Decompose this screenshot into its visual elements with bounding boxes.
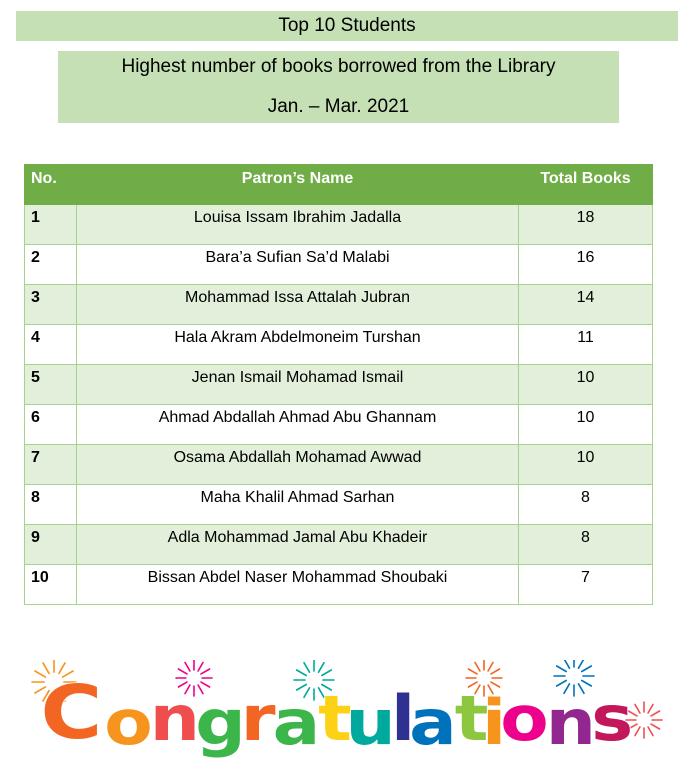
table-header-row <box>25 165 653 205</box>
patron-name: Osama Abdallah Mohamad Awwad <box>77 445 519 485</box>
patron-name: Ahmad Abdallah Ahmad Abu Ghannam <box>77 405 519 445</box>
patron-name: Bara’a Sufian Sa’d Malabi <box>77 245 519 285</box>
congratulations-letter: a <box>272 686 321 759</box>
row-number: 9 <box>25 525 77 565</box>
total-books: 14 <box>519 285 653 325</box>
patron-name: Hala Akram Abdelmoneim Turshan <box>77 325 519 365</box>
congratulations-letter: n <box>545 686 596 759</box>
congratulations-letter: a <box>409 686 457 759</box>
row-number: 6 <box>25 405 77 445</box>
congratulations-letter: t <box>454 682 489 755</box>
row-number: 8 <box>25 485 77 525</box>
subtitle-line-2: Jan. – Mar. 2021 <box>267 96 410 117</box>
table-row <box>25 485 653 525</box>
row-number: 10 <box>25 565 77 605</box>
congratulations-letter: r <box>240 682 276 755</box>
patron-name: Maha Khalil Ahmad Sarhan <box>77 485 519 525</box>
congratulations-letter: o <box>104 686 153 759</box>
congratulations-letter: t <box>318 682 352 755</box>
patron-name: Mohammad Issa Attalah Jubran <box>77 285 519 325</box>
row-number: 1 <box>25 205 77 245</box>
row-number: 3 <box>25 285 77 325</box>
table-row <box>25 565 653 605</box>
congratulations-letter: s <box>591 682 634 755</box>
patron-name: Jenan Ismail Mohamad Ismail <box>77 365 519 405</box>
column-header-no: No. <box>25 165 77 205</box>
patron-name: Adla Mohammad Jamal Abu Khadeir <box>77 525 519 565</box>
page-title: Top 10 Students <box>16 11 678 41</box>
table-row <box>25 205 653 245</box>
patron-name: Louisa Issam Ibrahim Jadalla <box>77 205 519 245</box>
congratulations-letter: l <box>390 682 416 755</box>
table-row <box>25 445 653 485</box>
total-books: 16 <box>519 245 653 285</box>
congratulations-letter: g <box>195 686 246 759</box>
patron-name: Bissan Abdel Naser Mohammad Shoubaki <box>77 565 519 605</box>
congratulations-letters <box>40 669 633 759</box>
total-books: 10 <box>519 445 653 485</box>
subtitle-box <box>58 51 619 123</box>
total-books: 18 <box>519 205 653 245</box>
congratulations-letter: C <box>40 668 103 756</box>
total-books: 10 <box>519 405 653 445</box>
table-row <box>25 245 653 285</box>
table-row <box>25 365 653 405</box>
congratulations-letter: i <box>482 686 507 759</box>
top-students-table <box>24 164 653 605</box>
table-row <box>25 405 653 445</box>
congratulations-letter: u <box>345 686 396 759</box>
table-row <box>25 325 653 365</box>
column-header-patron-name: Patron’s Name <box>77 165 519 205</box>
row-number: 2 <box>25 245 77 285</box>
table-row <box>25 525 653 565</box>
row-number: 4 <box>25 325 77 365</box>
congratulations-banner <box>14 660 666 760</box>
table-row <box>25 285 653 325</box>
row-number: 7 <box>25 445 77 485</box>
total-books: 8 <box>519 485 653 525</box>
congratulations-graphic <box>14 660 666 760</box>
total-books: 7 <box>519 565 653 605</box>
row-number: 5 <box>25 365 77 405</box>
column-header-total-books: Total Books <box>519 165 653 205</box>
total-books: 11 <box>519 325 653 365</box>
subtitle-line-1: Highest number of books borrowed from the Library <box>121 56 556 77</box>
total-books: 10 <box>519 365 653 405</box>
congratulations-letter: o <box>500 682 549 755</box>
total-books: 8 <box>519 525 653 565</box>
congratulations-letter: n <box>149 682 200 755</box>
